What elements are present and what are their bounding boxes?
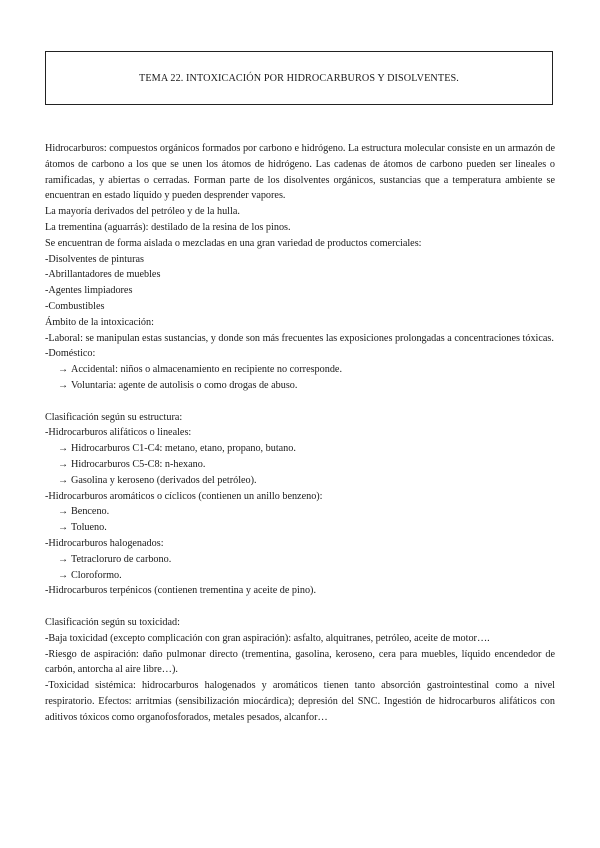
aliphatic-line: -Hidrocarburos alifáticos o lineales: [45,427,192,439]
list-item: -Disolventes de pinturas [45,253,145,265]
arrow-icon: → [58,553,69,565]
aromatic-line: -Hidrocarburos aromáticos o cíclicos (contienen un anillo benzeno): [45,490,323,502]
arrow-icon: → [58,474,69,486]
toxicity-heading: Clasificación según su toxicidad: [45,616,180,628]
arrow-icon: → [58,522,69,534]
list-item: → Hidrocarburos C1-C4: metano, etano, propano, butano. [45,441,555,457]
list-item: → Benceno. [45,504,555,520]
arrow-icon: → [58,569,69,581]
list-item: -Agentes limpiadores [45,285,133,297]
page-title: TEMA 22. INTOXICACIÓN POR HIDROCARBUROS Y DISOLVENTES. [139,72,459,84]
list-item: → Gasolina y keroseno (derivados del petróleo). [45,473,555,489]
arrow-icon: → [58,379,69,391]
list-item: → Tetracloruro de carbono. [45,552,555,568]
spacer [45,599,555,615]
arrow-icon: → [58,364,69,376]
title-box [45,51,553,105]
scope-heading: Ámbito de la intoxicación: [45,316,154,328]
list-item: -Abrillantadores de muebles [45,269,161,281]
arrow-icon: → [58,506,69,518]
list-item: → Accidental: niños o almacenamiento en recipiente no corresponde. [45,362,555,378]
list-item: → Hidrocarburos C5-C8: n-hexano. [45,457,555,473]
terpenic-line: -Hidrocarburos terpénicos (contienen trementina y aceite de pino). [45,585,316,597]
list-item: -Combustibles [45,300,105,312]
list-item: → Voluntaria: agente de autolisis o como drogas de abuso. [45,378,555,394]
definition-paragraph: Hidrocarburos: compuestos orgánicos formados por carbono e hidrógeno. La estructura molecular consiste en un armazón de átomos de carbono a los que se unen los átomos de hidrógeno. Las cadenas de átomos de carbono pueden ser lineales o ramificadas, y abiertas o cerradas. Forman parte de los disolventes orgánicos, sustancias que a temperatura ambiente se encuentran en estado líquido y pueden desprender vapores. [45,143,555,202]
arrow-icon: → [58,458,69,470]
domestic-line: -Doméstico: [45,348,96,360]
arrow-icon: → [58,443,69,455]
laboral-paragraph: -Laboral: se manipulan estas sustancias, y donde son más frecuentes las exposiciones prolongadas a concentraciones tóxicas. [45,332,554,344]
list-item: → Cloroformo. [45,568,555,584]
spacer [45,394,555,410]
found-in-line: Se encuentran de forma aislada o mezcladas en una gran variedad de productos comerciales: [45,237,422,249]
document-body [45,141,555,725]
structure-heading: Clasificación según su estructura: [45,411,183,423]
list-item: → Tolueno. [45,520,555,536]
aspiration-paragraph: -Riesgo de aspiración: daño pulmonar directo (trementina, gasolina, keroseno, cera para muebles, líquido encendedor de carbón, antorcha al aire libre…). [45,648,555,676]
systemic-paragraph: -Toxicidad sistémica: hidrocarburos halogenados y aromáticos tienen tanto absorción gastrointestinal como a nivel respiratorio. Efectos: arritmias (sensibilización miocárdica); depresión del SNC. Ingestión de hidrocarburos alifáticos con aditivos tóxicos como organofosforados, metales pesados, alcanfor… [45,680,555,723]
halogenated-line: -Hidrocarburos halogenados: [45,537,164,549]
turpentine-line: La trementina (aguarrás): destilado de la resina de los pinos. [45,221,291,233]
origin-line: La mayoría derivados del petróleo y de la hulla. [45,206,240,218]
low-toxicity-line: -Baja toxicidad (excepto complicación con gran aspiración): asfalto, alquitranes, petróleo, aceite de motor…. [45,632,490,644]
